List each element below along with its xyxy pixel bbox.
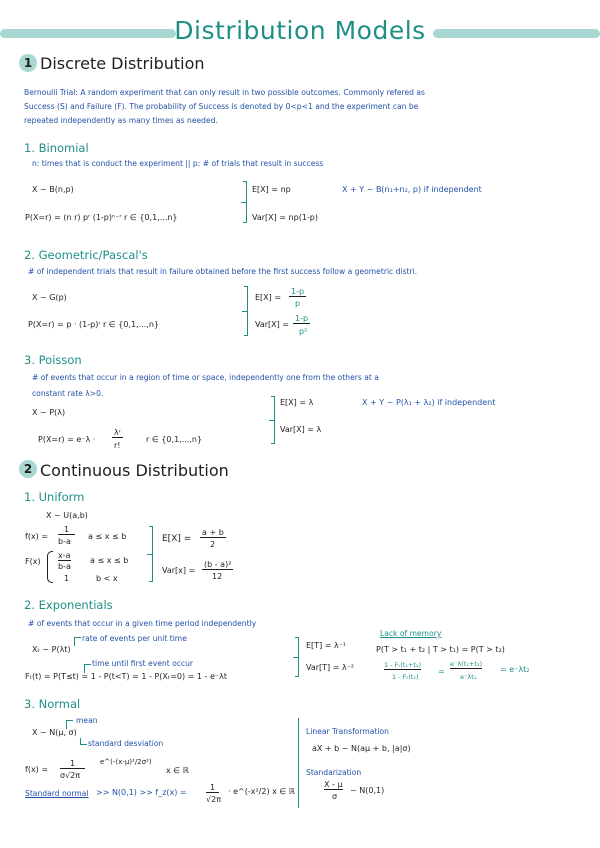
uniform-pdf-num: 1 — [58, 525, 75, 535]
standard-normal-exp: · e^(-x²/2) x ∈ ℝ — [228, 787, 296, 796]
exponential-time-note: time until first event occur — [92, 659, 194, 668]
lack-of-memory-eq: = — [438, 667, 445, 676]
uniform-mean-num: a + b — [202, 528, 224, 537]
poisson-pmf-range: r ∈ {0,1,...,n} — [146, 435, 203, 444]
poisson-mean: E[X] = λ — [280, 398, 314, 407]
poisson-note-1: # of events that occur in a region of time or space, independently one from the others at a — [32, 373, 379, 382]
section-number-1: 1 — [19, 54, 37, 72]
poisson-pmf-num: λʳ — [114, 428, 121, 437]
uniform-cdf-label: F(x) — [25, 557, 41, 566]
binomial-heading: 1. Binomial — [24, 141, 89, 155]
poisson-var: Var[X] = λ — [280, 425, 322, 434]
geometric-pmf: P(X=r) = p · (1-p)ʳ r ∈ {0,1,...,n} — [28, 320, 159, 329]
geometric-note: # of independent trials that result in failure obtained before the first success follow a geometric distri. — [28, 267, 418, 276]
exponential-cdf: Fₜ(t) = P(T≤t) = 1 - P(t<T) = 1 - P(Xₜ=0) = 1 - e⁻λt — [25, 672, 227, 681]
exponential-mean: E[T] = λ⁻¹ — [306, 641, 347, 650]
uniform-heading: 1. Uniform — [24, 490, 85, 504]
standard-normal-num: 1 — [206, 783, 219, 793]
exponential-dist: Xₜ ~ P(λt) — [32, 645, 71, 654]
binomial-sum: X + Y ~ B(n₁+n₂, p) if independent — [342, 185, 482, 194]
geometric-heading: 2. Geometric/Pascal's — [24, 248, 148, 262]
sd-arrow — [80, 738, 87, 745]
lack-of-memory-den-2: e⁻λt₁ — [460, 673, 477, 681]
geometric-mean-den: p — [295, 299, 301, 308]
lack-of-memory-heading: Lack of memory — [380, 629, 442, 638]
uniform-mean-den: 2 — [210, 540, 216, 549]
uniform-pdf-label: f(x) = — [25, 532, 49, 541]
geometric-var-label: Var[X] = — [255, 320, 290, 329]
exponential-note: # of events that occur in a given time period independently — [28, 619, 257, 628]
normal-pdf-label: f(x) = — [25, 765, 49, 774]
standard-normal-formula: >> N(0,1) >> f_z(x) = — [96, 788, 187, 797]
normal-sd-label: standard desviation — [88, 739, 164, 748]
exponential-brace — [298, 637, 305, 677]
poisson-pmf-den: r! — [114, 441, 121, 450]
binomial-dist: X ~ B(n,p) — [32, 185, 74, 194]
uniform-pdf-den: b-a — [58, 537, 71, 546]
normal-dist: X ~ N(μ, σ) — [32, 728, 77, 737]
uniform-cdf-brace — [47, 551, 53, 583]
standarization-result: ~ N(0,1) — [350, 786, 385, 795]
bernoulli-line-3: repeated independently as many times as needed. — [24, 116, 218, 125]
page-title: Distribution Models — [174, 16, 426, 45]
lack-of-memory-formula: P(T > t₁ + t₂ | T > t₁) = P(T > t₂) — [376, 645, 505, 654]
lack-of-memory-result: = e⁻λt₂ — [500, 665, 530, 674]
normal-pdf-den: σ√2π — [60, 771, 81, 780]
uniform-var-den: 12 — [212, 572, 223, 581]
rate-arrow — [74, 637, 81, 646]
normal-pdf-range: x ∈ ℝ — [166, 766, 190, 775]
normal-mean-label: mean — [76, 716, 98, 725]
geometric-dist: X ~ G(p) — [32, 293, 67, 302]
geometric-var-num: 1-p — [295, 314, 309, 323]
lack-of-memory-den-1: 1 - Fₜ(t₁) — [392, 673, 419, 681]
linear-transformation-formula: aX + b ~ N(aμ + b, |a|σ) — [312, 744, 411, 753]
uniform-var-num: (b - a)² — [204, 560, 232, 569]
lack-of-memory-num-1: 1 - Fₜ(t₁+t₂) — [384, 661, 422, 669]
uniform-dist: X ~ U(a,b) — [46, 511, 88, 520]
binomial-pmf: P(X=r) = (n r) pʳ (1-p)ⁿ⁻ʳ r ∈ {0,1,...n} — [25, 213, 178, 222]
uniform-cdf-range-1: a ≤ x ≤ b — [90, 556, 129, 565]
geometric-mean-label: E[X] = — [255, 293, 282, 302]
uniform-var-label: Var[x] = — [162, 566, 196, 575]
poisson-dist: X ~ P(λ) — [32, 408, 66, 417]
poisson-heading: 3. Poisson — [24, 353, 82, 367]
uniform-cdf-range-2: b < x — [96, 574, 118, 583]
normal-heading: 3. Normal — [24, 697, 81, 711]
uniform-mean-label: E[X] = — [162, 534, 192, 544]
uniform-cdf-den: b-a — [58, 562, 71, 571]
binomial-mean: E[X] = np — [252, 185, 291, 194]
bernoulli-line-1: Bernoulli Trial: A random experiment that can only result in two possible outcomes. Commonly refered as — [24, 88, 426, 97]
exponential-var: Var[T] = λ⁻² — [306, 663, 355, 672]
uniform-brace — [152, 526, 159, 582]
geometric-var-den: p² — [299, 327, 308, 336]
standard-normal-den: √2π — [206, 795, 222, 804]
binomial-var: Var[X] = np(1-p) — [252, 213, 318, 222]
normal-pdf-exp: e^(-(x-μ)²/2σ²) — [100, 758, 152, 766]
section-heading-discrete: Discrete Distribution — [40, 54, 205, 73]
geometric-brace — [247, 286, 254, 336]
normal-divider — [298, 718, 299, 808]
uniform-cdf-num: x-a — [58, 551, 71, 560]
standarization-num: X - μ — [324, 780, 343, 789]
exponential-rate-note: rate of events per unit time — [82, 634, 187, 643]
uniform-cdf-one: 1 — [64, 574, 70, 583]
poisson-pmf-label: P(X=r) = e⁻λ · — [38, 435, 96, 444]
linear-transformation-heading: Linear Transformation — [306, 727, 389, 736]
exponential-heading: 2. Exponentials — [24, 598, 113, 612]
section-heading-continuous: Continuous Distribution — [40, 461, 229, 480]
poisson-note-2: constant rate λ>0. — [32, 389, 104, 398]
binomial-note: n: times that is conduct the experiment || p: # of trials that result in success — [32, 159, 324, 168]
lack-of-memory-num-2: e⁻λ(t₁+t₂) — [450, 660, 483, 668]
section-number-2: 2 — [19, 460, 37, 478]
poisson-sum: X + Y ~ P(λ₁ + λ₂) if independent — [362, 398, 496, 407]
bernoulli-line-2: Success (S) and Failure (F). The probability of Success is denoted by 0<p<1 and the experiment can be — [24, 102, 419, 111]
uniform-pdf-range: a ≤ x ≤ b — [88, 532, 127, 541]
standard-normal-label: Standard normal — [25, 789, 89, 798]
geometric-mean-num: 1-p — [291, 287, 305, 296]
normal-pdf-num: 1 — [60, 759, 85, 769]
standarization-heading: Standarization — [306, 768, 362, 777]
standarization-den: σ — [332, 792, 338, 801]
